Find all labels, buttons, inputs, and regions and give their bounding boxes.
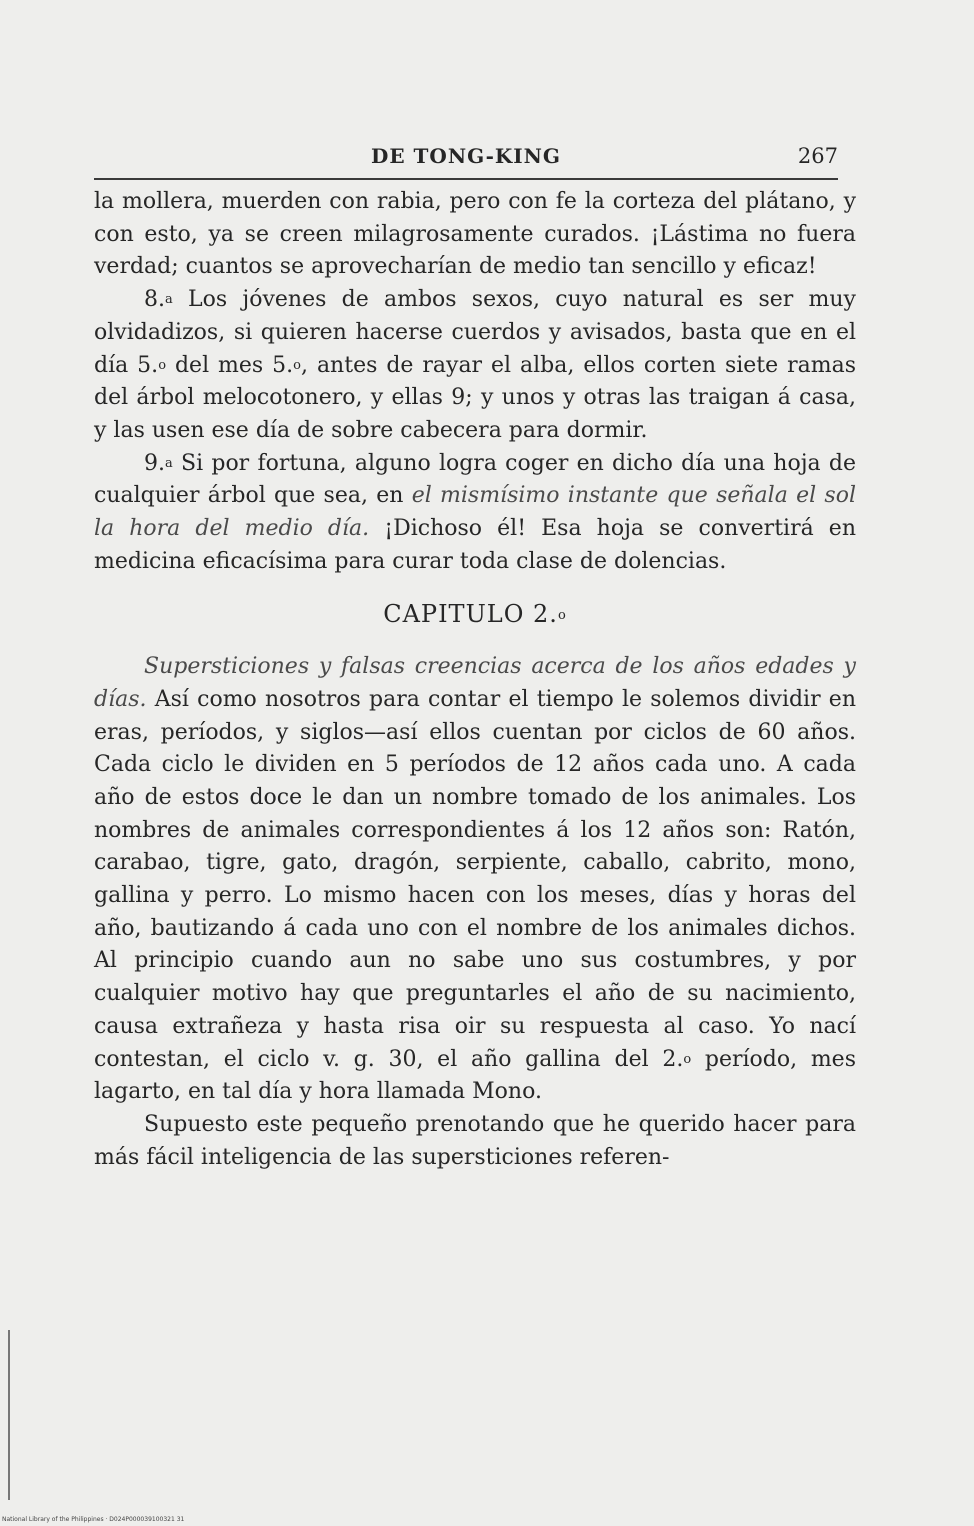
chapter-title: CAPITULO 2.	[383, 600, 558, 629]
chapter-heading	[94, 598, 856, 633]
ordinal-sup: o	[293, 357, 301, 373]
item-number-8: 8.	[144, 287, 165, 313]
paragraph-1	[94, 186, 856, 284]
chapter-intro-text-b: período, mes lagarto, en tal día y hora llamada Mono.	[94, 1046, 856, 1105]
running-title: DE TONG-KING	[371, 144, 561, 168]
paragraph-chapter-intro	[94, 651, 856, 1109]
ordinal-sup: o	[683, 1051, 692, 1067]
paragraph-8-text-c: , antes de rayar el alba, ellos corten siete ramas del árbol melocotonero, y ellas 9; y unos y otras las traigan á casa, y las usen ese día de sobre cabecera para dormir.	[94, 352, 857, 443]
paragraph-9-text-b: ¡Dichoso él! Esa hoja se convertirá en medicina eficacísima para curar toda clase de dolencias.	[94, 516, 856, 574]
paragraph-9	[94, 448, 856, 579]
binding-edge	[8, 1330, 10, 1500]
paragraph-9-text-a: Si por fortuna, alguno logra coger en dicho día una hoja de cualquier árbol que sea, en	[94, 450, 856, 509]
paragraph-1-text: la mollera, muerden con rabia, pero con fe la corteza del plátano, y con esto, ya se creen milagrosamente curados. ¡Lástima no fuera verdad; cuantos se aprovecharían de medio tan sencillo y eficaz!	[94, 189, 856, 280]
chapter-sup: o	[557, 608, 567, 624]
paragraph-8-text-b: del mes 5.	[166, 352, 294, 378]
header-rule	[94, 178, 838, 180]
ordinal-sup: o	[158, 357, 167, 373]
item-number-8-sup: a	[165, 292, 173, 308]
paragraph-last	[94, 1109, 856, 1174]
paragraph-9-italic: el mismísimo instante que señala el sol la hora del medio día.	[94, 483, 856, 542]
chapter-subtitle-italic: Supersticiones y falsas creencias acerca de los años edades y días.	[94, 654, 856, 712]
body-text	[94, 186, 856, 1174]
item-number-9: 9.	[144, 450, 165, 476]
page-number: 267	[797, 144, 838, 168]
item-number-9-sup: a	[165, 455, 173, 471]
paragraph-8	[94, 284, 856, 448]
scan-credit: National Library of the Philippines · D024P000039100321 31	[2, 1516, 185, 1523]
chapter-intro-text-a: Así como nosotros para contar el tiempo le solemos dividir en eras, períodos, y siglos—así ellos cuentan por ciclos de 60 años. Cada ciclo le dividen en 5 períodos de 12 años cada uno. A cada año de estos doce le dan un nombre tomado de los animales. Los nombres de animales correspondientes á los 12 años son: Ratón, carabao, tigre, gato, dragón, serpiente, caballo, cabrito, mono, gallina y perro. Lo mismo hacen con los meses, días y horas del año, bautizando á cada uno con el nombre de los animales dichos. Al principio cuando aun no sabe uno sus costumbres, y por cualquier motivo hay que preguntarles el año de su nacimiento, causa extrañeza y hasta risa oir su respuesta al caso. Yo nací contestan, el ciclo v. g. 30, el año gallina del 2.	[94, 686, 856, 1072]
page-header	[94, 144, 838, 174]
paragraph-last-text: Supuesto este pequeño prenotando que he querido hacer para más fácil inteligencia de las supersticiones referen-	[94, 1111, 856, 1170]
paragraph-8-text-a: Los jóvenes de ambos sexos, cuyo natural es ser muy olvidadizos, si quieren hacerse cuerdos y avisados, basta que en el día 5.	[94, 287, 856, 378]
